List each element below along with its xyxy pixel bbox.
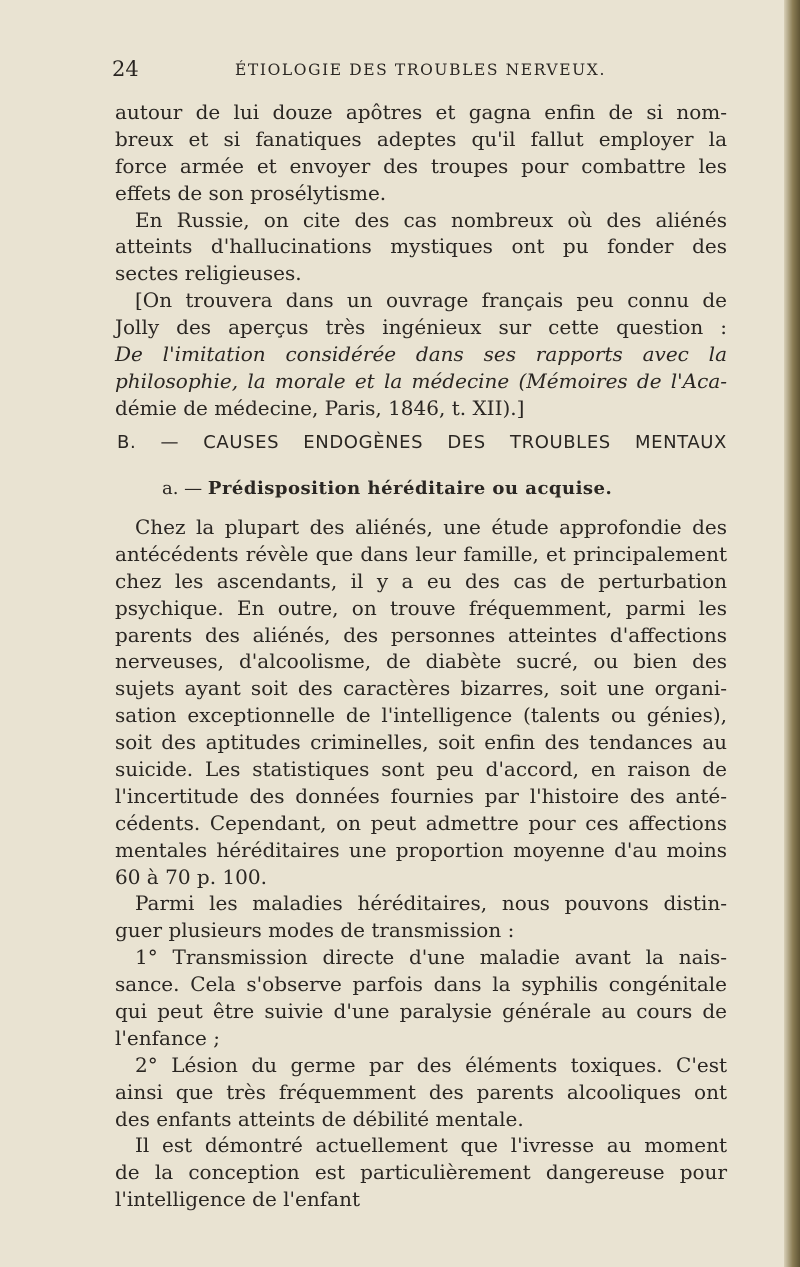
text-line: guer plusieurs modes de transmission : [115, 918, 515, 943]
text-line: sance. Cela s'observe parfois dans la syphilis congénitale [115, 972, 727, 997]
text-line: nerveuses, d'alcoolisme, de diabète sucré, ou bien des [115, 649, 727, 674]
text-line: 1° Transmission directe d'une maladie avant la nais- [135, 945, 727, 970]
text-line: mentales héréditaires une proportion moyenne d'au moins [115, 837, 727, 862]
text-line: sujets ayant soit des caractères bizarres, soit une organi- [115, 676, 727, 701]
text-line: 60 à 70 p. 100. [115, 864, 267, 889]
text-line: Parmi les maladies héréditaires, nous pouvons distin- [135, 891, 727, 916]
page-number: 24 [112, 57, 139, 81]
text-line: parents des aliénés, des personnes atteintes d'affections [115, 622, 727, 647]
text-line: En Russie, on cite des cas nombreux où des aliénés [135, 207, 727, 232]
text-line: de la conception est particulièrement dangereuse pour [115, 1160, 727, 1185]
text-line: suicide. Les statistiques sont peu d'accord, en raison de [115, 757, 727, 782]
text-line: Il est démontré actuellement que l'ivresse au moment [135, 1133, 727, 1158]
text-line: force armée et envoyer des troupes pour combattre les [115, 153, 727, 178]
text-line: Chez la plupart des aliénés, une étude approfondie des [135, 515, 727, 539]
text-line: Jolly des aperçus très ingénieux sur cette question : [115, 315, 727, 340]
paragraph-block-top [115, 99, 727, 422]
text-line: cédents. Cependant, on peut admettre pour ces affections [115, 810, 727, 835]
paragraph-block-main [115, 514, 727, 1213]
subheading [162, 478, 612, 499]
text-line: antécédents révèle que dans leur famille, et principalement [115, 541, 727, 566]
text-line: l'incertitude des données fournies par l'histoire des anté- [115, 783, 727, 808]
text-line: chez les ascendants, il y a eu des cas de perturbation [115, 568, 727, 593]
text-line: philosophie, la morale et la médecine (Mémoires de l'Aca- [115, 368, 727, 393]
text-line: De l'imitation considérée dans ses rapports avec la [115, 342, 727, 367]
subheading-title: Prédisposition héréditaire ou acquise. [207, 478, 613, 499]
page-edge-shadow [784, 0, 800, 1267]
text-line: qui peut être suivie d'une paralysie générale au cours de [115, 999, 727, 1024]
text-line: l'enfance ; [115, 1025, 220, 1050]
section-heading: B. — CAUSES ENDOGÈNES DES TROUBLES MENTAUX [117, 432, 727, 453]
running-title: ÉTIOLOGIE DES TROUBLES NERVEUX. [235, 61, 606, 79]
text-line: atteints d'hallucinations mystiques ont pu fonder des [115, 234, 727, 259]
page-header [112, 57, 724, 87]
text-line: soit des aptitudes criminelles, soit enfin des tendances au [115, 730, 727, 755]
text-line: des enfants atteints de débilité mentale. [115, 1106, 524, 1131]
text-line: 2° Lésion du germe par des éléments toxiques. C'est [135, 1052, 727, 1077]
text-line: démie de médecine, Paris, 1846, t. XII).] [115, 395, 525, 420]
text-line: ainsi que très fréquemment des parents alcooliques ont [115, 1079, 727, 1104]
text-line: sectes religieuses. [115, 261, 302, 286]
text-line: [On trouvera dans un ouvrage français peu connu de [135, 288, 727, 313]
text-line: autour de lui douze apôtres et gagna enfin de si nom- [115, 100, 727, 124]
text-line: psychique. En outre, on trouve fréquemment, parmi les [115, 595, 727, 620]
text-line: l'intelligence de l'enfant [115, 1187, 360, 1212]
text-line: effets de son prosélytisme. [115, 180, 387, 205]
subheading-prefix: a. — [162, 478, 208, 499]
text-line: breux et si fanatiques adeptes qu'il fallut employer la [115, 126, 727, 151]
text-line: sation exceptionnelle de l'intelligence (talents ou génies), [115, 703, 727, 728]
